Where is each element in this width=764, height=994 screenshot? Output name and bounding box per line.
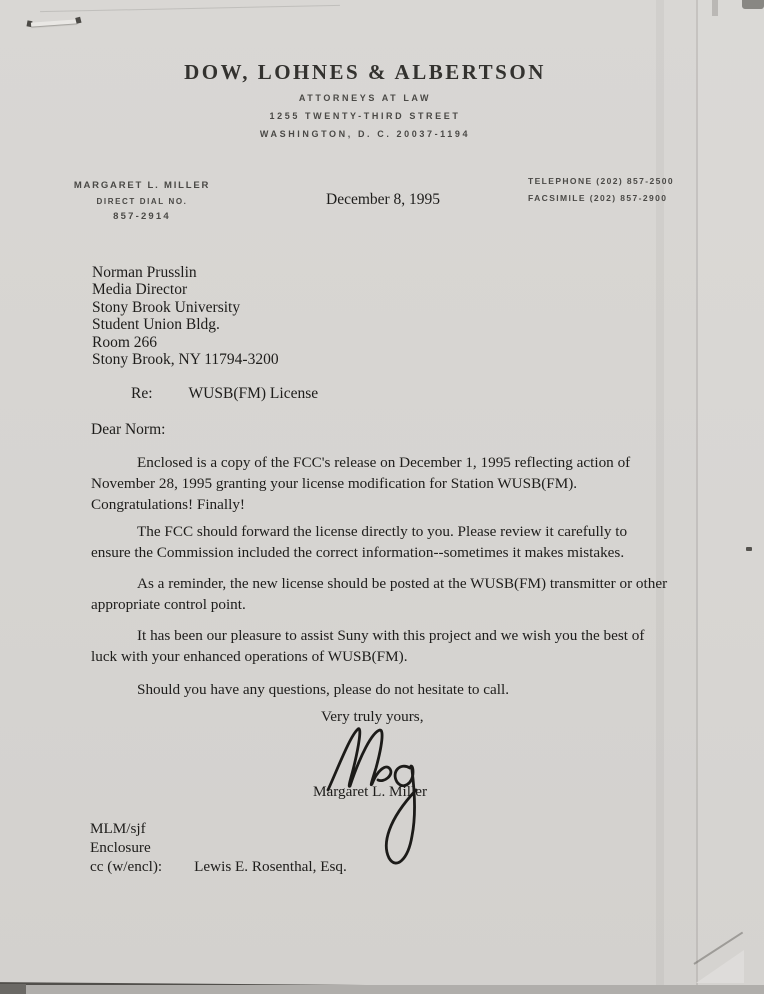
letter-footer-block: [90, 820, 347, 876]
author-contact-block: [62, 180, 222, 222]
reference-subject: WUSB(FM) License: [188, 385, 319, 402]
letterhead-firm-name: DOW, LOHNES & ALBERTSON: [184, 60, 546, 84]
recipient-city-state-zip: Stony Brook, NY 11794-3200: [92, 351, 279, 369]
paper-dogear-fold: [696, 950, 744, 983]
scan-bottom-left-shadow: [0, 984, 26, 994]
cc-label: cc (w/encl):: [90, 857, 163, 875]
cc-recipient-name: Lewis E. Rosenthal, Esq.: [194, 857, 347, 875]
author-name: MARGARET L. MILLER: [73, 180, 211, 191]
scanner-background: [0, 985, 764, 994]
direct-dial-label: DIRECT DIAL NO.: [96, 197, 188, 206]
reference-line: [131, 385, 318, 403]
paper-top-crease: [40, 5, 340, 12]
reference-initials: MLM/sjf: [90, 820, 146, 837]
staple-prong-right: [75, 17, 81, 24]
recipient-title: Media Director: [92, 281, 188, 299]
recipient-organization: Stony Brook University: [92, 298, 241, 316]
salutation: Dear Norm:: [91, 421, 166, 438]
telephone-line: TELEPHONE (202) 857-2500: [528, 176, 675, 186]
ink-speck: [746, 547, 752, 551]
direct-dial-number: 857-2914: [113, 211, 171, 222]
scan-corner-smudge-2: [712, 0, 718, 16]
facsimile-line: FACSIMILE (202) 857-2900: [528, 193, 668, 203]
letter-date: December 8, 1995: [326, 191, 441, 208]
enclosure-note: Enclosure: [90, 838, 151, 856]
reference-label: Re:: [131, 385, 153, 402]
staple-mark: [27, 17, 81, 29]
letterhead-city-address: WASHINGTON, D. C. 20037-1194: [259, 129, 471, 139]
scan-corner-smudge: [742, 0, 764, 9]
body-paragraph-3: As a reminder, the new license should be posted at the WUSB(FM) transmitter or other appropriate control point.: [91, 575, 668, 614]
signer-typed-name: Margaret L. Miller: [313, 783, 428, 800]
firm-contact-block: [528, 176, 674, 210]
recipient-room: Room 266: [92, 333, 158, 351]
letterhead-tagline: ATTORNEYS AT LAW: [298, 93, 432, 103]
recipient-building: Student Union Bldg.: [92, 316, 220, 334]
body-paragraph-4: It has been our pleasure to assist Suny with this project and we wish you the best of luck with your enhanced operations of WUSB(FM).: [91, 627, 645, 666]
recipient-address-block: [92, 264, 279, 368]
body-paragraph-1: Enclosed is a copy of the FCC's release on December 1, 1995 reflecting action of November 28, 1995 granting your license modification for Station WUSB(FM). Congratulations! Finally!: [91, 454, 631, 514]
body-paragraph-2: The FCC should forward the license directly to you. Please review it carefully to ensure the Commission included the correct information--sometimes it makes mistakes.: [91, 523, 628, 562]
recipient-name: Norman Prusslin: [92, 264, 197, 281]
cc-line: [90, 858, 347, 877]
body-paragraph-5: Should you have any questions, please do not hesitate to call.: [137, 681, 510, 698]
staple-bar: [31, 19, 77, 26]
paper-right-strip: [698, 0, 764, 985]
valediction: Very truly yours,: [321, 708, 424, 725]
letterhead-street-address: 1255 TWENTY-THIRD STREET: [269, 111, 461, 121]
